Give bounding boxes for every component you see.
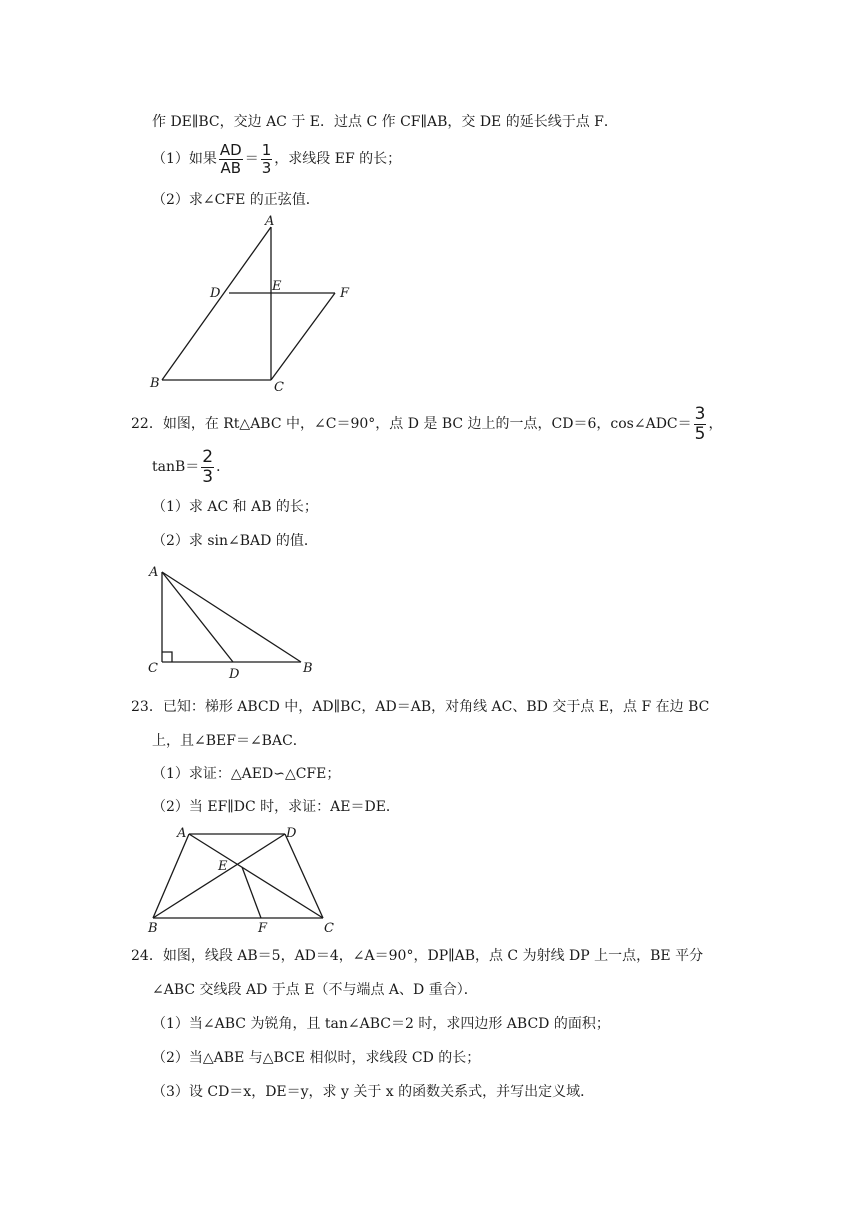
q23-label-e: E xyxy=(218,859,228,874)
q22-tan-denominator: 3 xyxy=(202,466,214,487)
q23-figure xyxy=(140,823,350,938)
q21-ratio-fraction xyxy=(219,140,243,177)
q21-figure xyxy=(140,215,370,395)
q24-line1: 24．如图，线段 AB＝5，AD＝4，∠A＝90°，DP∥AB，点 C 为射线 DP 上一点，BE 平分 xyxy=(131,948,704,964)
q23-label-a: A xyxy=(177,826,187,841)
q22-part1: （1）求 AC 和 AB 的长； xyxy=(152,499,318,515)
q24-part1: （1）当∠ABC 为锐角，且 tan∠ABC＝2 时，求四边形 ABCD 的面积； xyxy=(152,1016,610,1032)
q22-tan-text: tanB＝ xyxy=(152,459,200,475)
q21-label-b: B xyxy=(150,376,160,391)
q21-equals: ＝ xyxy=(244,151,259,167)
q21-label-f: F xyxy=(340,286,350,301)
q22-line1-text: 22．如图，在 Rt△ABC 中，∠C＝90°，点 D 是 BC 边上的一点，CD＝6，cos∠ADC＝ xyxy=(131,416,692,432)
q22-figure xyxy=(140,560,330,680)
q23-part1: （1）求证：△AED∽△CFE； xyxy=(152,766,341,782)
q23-label-b: B xyxy=(148,921,158,936)
q21-label-a: A xyxy=(265,214,275,229)
q22-segment-ad xyxy=(162,572,233,662)
q22-line1-comma: ， xyxy=(708,416,723,432)
q24-line2: ∠ABC 交线段 AD 于点 E（不与端点 A、D 重合）． xyxy=(152,982,478,998)
q23-label-d: D xyxy=(286,826,297,841)
q22-cos-denominator: 5 xyxy=(694,423,706,444)
q22-label-d: D xyxy=(229,667,240,682)
q22-cos-numerator: 3 xyxy=(694,403,706,424)
q22-label-c: C xyxy=(148,661,158,676)
q22-tan-fraction xyxy=(201,446,214,487)
q22-segment-ab xyxy=(162,572,301,662)
q21-part1-suffix: ，求线段 EF 的长； xyxy=(274,151,402,167)
q22-tan-numerator: 2 xyxy=(202,446,214,467)
q21-ratio-numerator: AD xyxy=(219,140,242,159)
q21-segment-ab xyxy=(162,227,271,380)
q21-intro: 作 DE∥BC，交边 AC 于 E．过点 C 作 CF∥AB，交 DE 的延长线于点 F． xyxy=(152,114,618,130)
q24-part3: （3）设 CD＝x，DE＝y，求 y 关于 x 的函数关系式，并写出定义域． xyxy=(152,1084,595,1100)
q23-segment-ab xyxy=(153,834,189,918)
q21-label-d: D xyxy=(210,286,221,301)
q22-cos-fraction xyxy=(694,403,707,444)
q23-line1: 23．已知：梯形 ABCD 中，AD∥BC，AD＝AB，对角线 AC、BD 交于点 E，点 F 在边 BC xyxy=(131,699,710,715)
q21-ratio-denominator: AB xyxy=(220,158,242,177)
q24-part2: （2）当△ABE 与△BCE 相似时，求线段 CD 的长； xyxy=(152,1050,481,1066)
q23-segment-ef xyxy=(242,867,261,918)
q23-line2: 上，且∠BEF＝∠BAC． xyxy=(152,733,307,749)
q22-right-angle-mark xyxy=(162,652,172,662)
q22-line1 xyxy=(131,404,722,444)
q21-segment-cf xyxy=(271,293,335,380)
q21-value-fraction xyxy=(261,140,273,177)
q23-label-f: F xyxy=(258,921,268,936)
q21-label-e: E xyxy=(272,279,282,294)
q21-part2: （2）求∠CFE 的正弦值． xyxy=(152,192,320,208)
q23-label-c: C xyxy=(324,921,334,936)
q21-part1-prefix: （1）如果 xyxy=(152,151,217,167)
q21-value-numerator: 1 xyxy=(261,140,272,159)
q21-label-c: C xyxy=(274,380,284,395)
q22-label-a: A xyxy=(149,565,159,580)
q23-diagonal-bd xyxy=(153,834,285,918)
q22-label-b: B xyxy=(303,661,313,676)
q22-part2: （2）求 sin∠BAD 的值． xyxy=(152,533,318,549)
q22-line2 xyxy=(152,448,230,486)
q21-part1 xyxy=(152,142,401,176)
q23-part2: （2）当 EF∥DC 时，求证：AE＝DE． xyxy=(152,799,400,815)
q21-value-denominator: 3 xyxy=(261,158,272,177)
q22-line2-period: ． xyxy=(216,459,231,475)
